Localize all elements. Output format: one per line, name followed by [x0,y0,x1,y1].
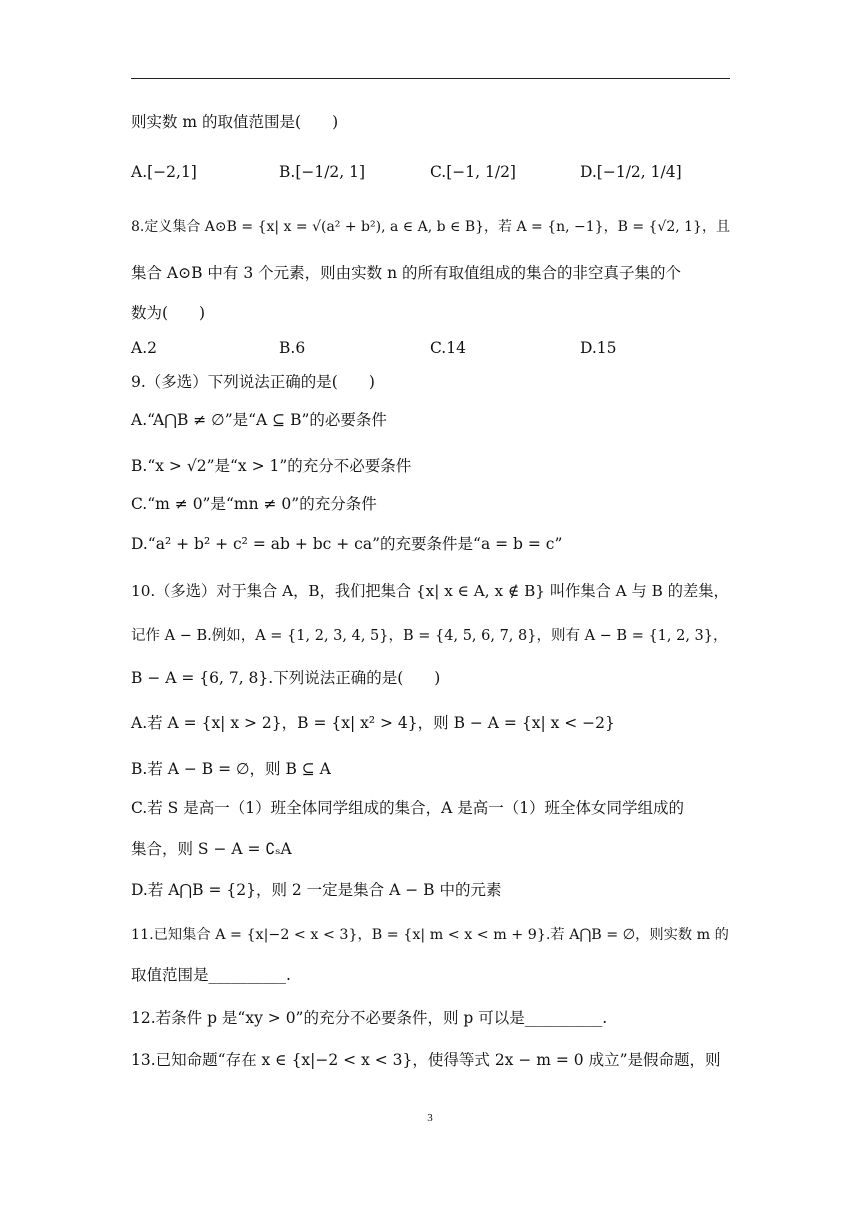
q10-stem-line-1: 10.（多选）对于集合 A，B，我们把集合 {x| x ∈ A, x ∉ B} 叫作集合 A 与 B 的差集， [131,582,729,600]
q9-option-a: A.“A⋂B ≠ ∅”是“A ⊆ B”的必要条件 [131,411,387,429]
q8-stem-line-1: 8.定义集合 A⊙B = {x| x = √(a² + b²), a ∈ A, b ∈ B}，若 A = {n, −1}，B = {√2, 1}，且 [131,219,730,235]
q7-option-b: B.[−1/2, 1] [279,163,366,181]
q8-stem-line-3: 数为( ) [131,304,206,322]
q11-stem-line-1: 11.已知集合 A = {x|−2 < x < 3}，B = {x| m < x < m + 9}.若 A⋂B = ∅，则实数 m 的 [131,927,729,943]
q8-stem-line-2: 集合 A⊙B 中有 3 个元素，则由实数 n 的所有取值组成的集合的非空真子集的个 [131,264,681,282]
q10-option-c-line-1: C.若 S 是高一（1）班全体同学组成的集合，A 是高一（1）班全体女同学组成的 [131,799,685,817]
q8-option-a: A.2 [131,339,157,357]
q8-option-d: D.15 [580,339,617,357]
q12-stem: 12.若条件 p 是“xy > 0”的充分不必要条件，则 p 可以是__________. [131,1009,608,1027]
q7-option-d: D.[−1/2, 1/4] [580,163,682,181]
q8-option-b: B.6 [279,339,306,357]
q10-stem-line-3: B − A = {6, 7, 8}.下列说法正确的是( ) [131,669,441,687]
q9-option-c: C.“m ≠ 0”是“mn ≠ 0”的充分条件 [131,495,377,513]
q13-stem: 13.已知命题“存在 x ∈ {x|−2 < x < 3}，使得等式 2x − m = 0 成立”是假命题，则 [131,1051,721,1069]
q8-option-c: C.14 [430,339,466,357]
q9-stem: 9.（多选）下列说法正确的是( ) [131,373,375,391]
page-number: 3 [427,1112,433,1124]
q11-stem-line-2: 取值范围是__________. [131,966,291,984]
q10-option-b: B.若 A − B = ∅，则 B ⊆ A [131,760,331,778]
q10-stem-line-2: 记作 A − B.例如，A = {1, 2, 3, 4, 5}，B = {4, 5, 6, 7, 8}，则有 A − B = {1, 2, 3}， [131,628,728,644]
q9-option-d: D.“a² + b² + c² = ab + bc + ca”的充要条件是“a = b = c” [131,535,563,553]
q7-option-c: C.[−1, 1/2] [430,163,516,181]
header-rule [131,78,730,79]
q10-option-d: D.若 A⋂B = {2}，则 2 一定是集合 A − B 中的元素 [131,881,502,899]
q10-option-c-line-2: 集合，则 S − A = ∁ₛA [131,840,292,858]
q7-stem-tail: 则实数 m 的取值范围是( ) [131,113,339,131]
q9-option-b: B.“x > √2”是“x > 1”的充分不必要条件 [131,457,412,475]
q7-option-a: A.[−2,1] [131,163,197,181]
q10-option-a: A.若 A = {x| x > 2}，B = {x| x² > 4}，则 B − A = {x| x < −2} [131,714,615,732]
